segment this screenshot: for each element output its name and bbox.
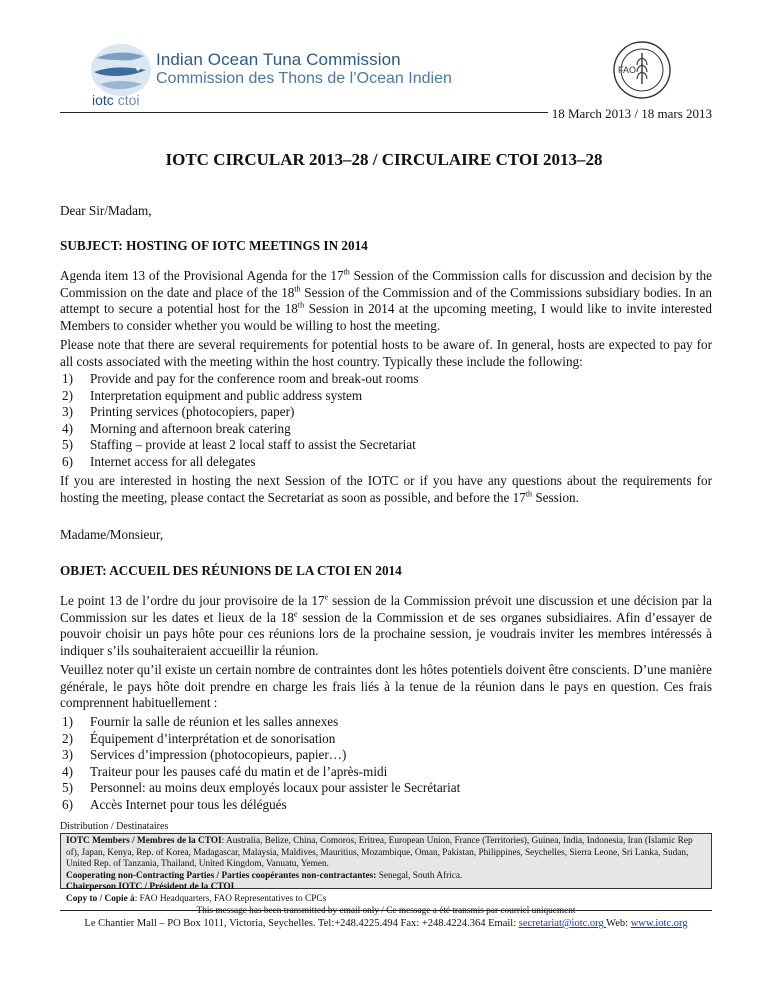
superscript: e [293, 609, 298, 619]
requirements-list-en [60, 371, 712, 470]
copy-label: Copy to / Copie à [66, 893, 135, 904]
subject-en: SUBJECT: HOSTING OF IOTC MEETINGS IN 2014 [60, 238, 368, 253]
list-text: Services d’impression (photocopieurs, papier…) [90, 747, 347, 762]
p1-en-part: Session in 2014 at the upcoming meeting, I would like to invite interested Members to consider whether you would be willing to host the meeting. [60, 301, 712, 333]
transmission-note: This message has been transmitted by email only / Ce message a été transmis par courriel uniquement [196, 906, 576, 916]
list-number: 3) [62, 404, 73, 419]
org-name-en: Indian Ocean Tuna Commission [156, 50, 401, 69]
address-text: Le Chantier Mall – PO Box 1011, Victoria, Seychelles. Tel:+248.4225.494 Fax: +248.4224.364 Email: [84, 918, 519, 929]
org-name-fr: Commission des Thons de l’Ocean Indien [156, 70, 452, 87]
list-text: Équipement d’interprétation et de sonorisation [90, 730, 336, 746]
copy-list: : FAO Headquarters, FAO Representatives to CPCs [134, 893, 327, 904]
list-item [60, 404, 712, 421]
distribution-label: Distribution / Destinataires [60, 821, 169, 832]
email-link[interactable]: secretariat@iotc.org [518, 918, 607, 929]
circular-date: 18 March 2013 / 18 mars 2013 [548, 106, 712, 122]
superscript: th [297, 300, 305, 310]
list-text: Staffing – provide at least 2 local staff to assist the Secretariat [90, 437, 416, 452]
paragraph-fr-2: Veuillez noter qu’il existe un certain nombre de contraintes dont les hôtes potentiels doivent être conscients. D’une manière générale, le pays hôte doit prendre en charge les frais liés à la tenue de la réunion dans le pays en question. Ces frais comprennent habituellement : [60, 662, 712, 710]
p1-en-part: Session of the Commission and of the Commissions subsidiary bodies. In an attempt to secure a potential host for the 18 [60, 284, 712, 316]
list-item [60, 714, 712, 731]
distribution-chair [66, 882, 706, 894]
list-item [60, 388, 712, 405]
list-number: 5) [62, 780, 73, 795]
list-item [60, 731, 712, 748]
footer-rule [60, 910, 712, 911]
list-item [60, 421, 712, 438]
acronym-en: iotc [92, 92, 114, 108]
list-number: 3) [62, 747, 73, 762]
p1-en-part: Session of the Commission calls for discussion and decision by the Commission on the date and place of the 18 [60, 268, 712, 300]
list-text: Personnel: au moins deux employés locaux pour assister le Secrétariat [90, 780, 461, 795]
superscript: th [294, 284, 301, 294]
list-text: Printing services (photocopiers, paper) [90, 404, 295, 419]
list-item [60, 780, 712, 797]
web-link[interactable]: www.iotc.org [630, 918, 688, 929]
p3-en-part: If you are interested in hosting the next Session of the IOTC or if you have any questions about the requirements for hosting the meeting, please contact the Secretariat as soon as possible, and before the 17 [60, 473, 712, 505]
list-number: 2) [62, 387, 73, 403]
list-item [60, 747, 712, 764]
list-number: 2) [62, 730, 73, 746]
p1-fr-part: session de la Commission prévoit une discussion et une décision par la Commission sur les dates et lieux de la 18 [60, 593, 712, 625]
p1-fr-part: session de la Commission et de ses organes subsidiaires. Afin d’essayer de pouvoir choisir un pays hôte pour ces réunions lors de la prochaine session, je voudrais inviter les membres intéressés à indiquer s’ils souhaiteraient accueillir la réunion. [60, 609, 712, 658]
paragraph-en-2: Please note that there are several requirements for potential hosts to be aware of. In general, hosts are expected to pay for all costs associated with the meeting within the host country. Typically these include the following: [60, 337, 712, 369]
list-number: 4) [62, 763, 73, 779]
paragraph-en-1 [60, 268, 712, 334]
list-item [60, 437, 712, 454]
list-text: Accès Internet pour tous les délégués [90, 796, 287, 812]
list-item [60, 371, 712, 388]
superscript: th [343, 267, 350, 277]
list-text: Provide and pay for the conference room and break-out rooms [90, 371, 419, 386]
list-number: 1) [62, 371, 73, 386]
org-acronym [92, 92, 139, 108]
list-text: Internet access for all delegates [90, 453, 256, 469]
requirements-list-fr [60, 714, 712, 813]
paragraph-en-3 [60, 473, 712, 506]
list-text: Morning and afternoon break catering [90, 420, 291, 436]
list-number: 1) [62, 714, 73, 729]
superscript: e [324, 592, 329, 602]
list-text: Interpretation equipment and public address system [90, 387, 363, 403]
list-number: 5) [62, 437, 73, 452]
footer-address [60, 918, 712, 929]
subject-fr: OBJET: ACCUEIL DES RÉUNIONS DE LA CTOI EN 2014 [60, 563, 402, 578]
list-number: 6) [62, 796, 73, 812]
circular-title: IOTC CIRCULAR 2013–28 / CIRCULAIRE CTOI 2013–28 [165, 150, 603, 169]
list-number: 4) [62, 420, 73, 436]
distribution-box [60, 833, 712, 916]
list-item [60, 764, 712, 781]
list-text: Traiteur pour les pauses café du matin et de l’après-midi [90, 763, 388, 779]
p3-en-part: Session. [532, 489, 579, 505]
members-label: IOTC Members / Membres de la CTOI [66, 836, 222, 846]
distribution-members [66, 836, 706, 871]
salutation-en: Dear Sir/Madam, [60, 203, 152, 218]
fao-logo-icon [612, 40, 672, 100]
paragraph-fr-1 [60, 593, 712, 659]
distribution-cnc [66, 871, 706, 883]
p1-fr-part: Le point 13 de l’ordre du jour provisoire de la 17 [60, 593, 325, 608]
list-item [60, 797, 712, 814]
distribution-copy [66, 894, 706, 906]
list-text: Fournir la salle de réunion et les salles annexes [90, 714, 339, 729]
salutation-fr: Madame/Monsieur, [60, 527, 164, 542]
cnc-label: Cooperating non-Contracting Parties / Parties coopérantes non-contractantes: [66, 870, 377, 881]
list-number: 6) [62, 453, 73, 469]
fao-logo-text: FAO [618, 65, 637, 75]
cnc-list: Senegal, South Africa. [376, 870, 463, 881]
superscript: th [525, 489, 533, 499]
list-item [60, 454, 712, 471]
web-label: Web: [606, 918, 631, 929]
acronym-fr: ctoi [117, 92, 140, 108]
chair-label: Chairperson IOTC / Président de la CTOI [66, 882, 235, 892]
p1-en-part: Agenda item 13 of the Provisional Agenda for the 17 [60, 268, 344, 283]
members-list: : Australia, Belize, China, Comoros, Eritrea, European Union, France (Territories), Guinea, India, Indonesia, Iran (Islamic Rep of), Japan, Kenya, Rep. of Korea, Madagascar, Malaysia, Maldives, Mauritius, Mozambique, Oman, Pakistan, Philippines, Seychelles, Sierra Leone, Sri Lanka, Sudan, United Rep. of Tanzania, Thailand, United Kingdom, Vanuatu, Yemen. [66, 836, 693, 869]
